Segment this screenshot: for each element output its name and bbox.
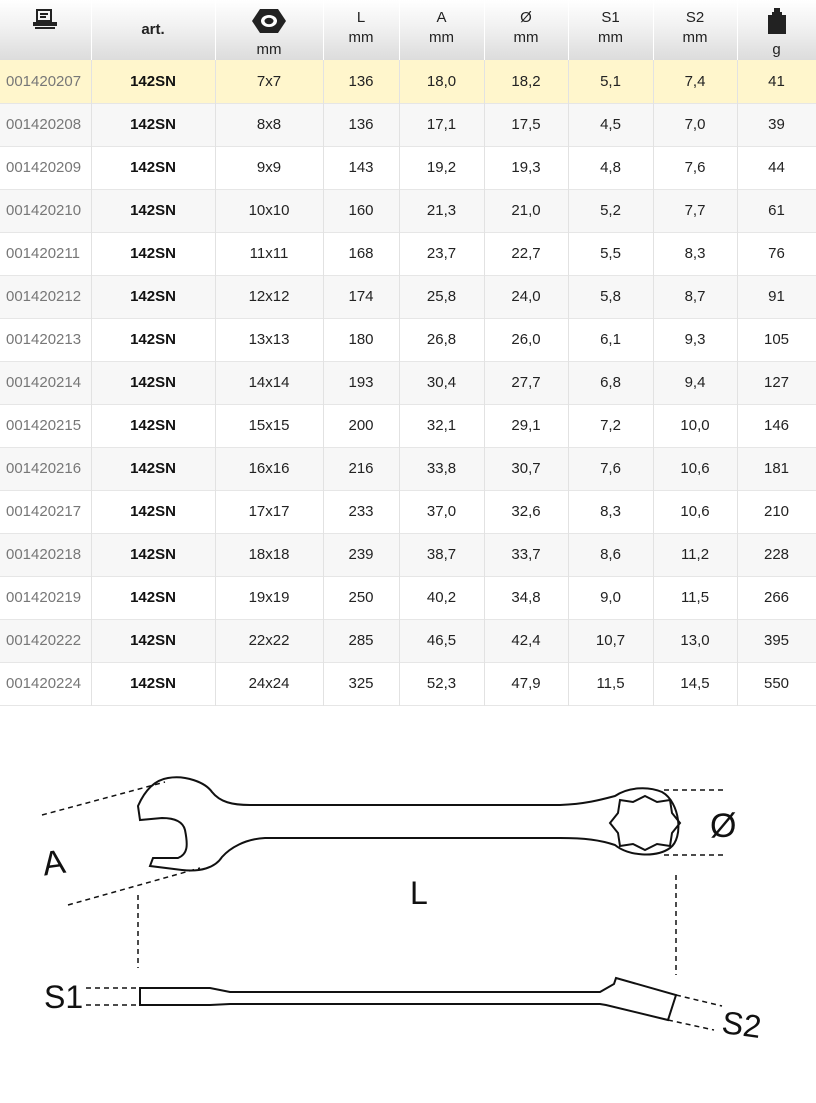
cell-code: 001420207 bbox=[0, 60, 91, 103]
cell-diameter: 27,7 bbox=[484, 361, 568, 404]
cell-art: 142SN bbox=[91, 318, 215, 361]
cell-length: 285 bbox=[323, 619, 399, 662]
cell-weight: 39 bbox=[737, 103, 816, 146]
header-size-unit: mm bbox=[256, 41, 282, 58]
cell-s2: 7,7 bbox=[653, 189, 737, 232]
cell-art: 142SN bbox=[91, 146, 215, 189]
table-row bbox=[0, 361, 816, 404]
wrench-diagram bbox=[0, 740, 816, 1080]
cell-s2: 7,0 bbox=[653, 103, 737, 146]
cell-art: 142SN bbox=[91, 103, 215, 146]
cell-art: 142SN bbox=[91, 189, 215, 232]
cell-s2: 11,5 bbox=[653, 576, 737, 619]
cell-size: 8x8 bbox=[215, 103, 323, 146]
cell-s1: 6,1 bbox=[568, 318, 653, 361]
cell-a: 40,2 bbox=[399, 576, 484, 619]
cell-weight: 91 bbox=[737, 275, 816, 318]
cell-length: 136 bbox=[323, 60, 399, 103]
header-weight-unit: g bbox=[772, 41, 781, 58]
table-row bbox=[0, 318, 816, 361]
cell-a: 38,7 bbox=[399, 533, 484, 576]
cell-length: 250 bbox=[323, 576, 399, 619]
cell-length: 143 bbox=[323, 146, 399, 189]
cell-s2: 8,7 bbox=[653, 275, 737, 318]
cell-size: 16x16 bbox=[215, 447, 323, 490]
cell-s1: 5,2 bbox=[568, 189, 653, 232]
cell-a: 26,8 bbox=[399, 318, 484, 361]
cell-s2: 14,5 bbox=[653, 662, 737, 705]
cell-code: 001420218 bbox=[0, 533, 91, 576]
cell-s1: 7,6 bbox=[568, 447, 653, 490]
header-s1: S1 mm bbox=[568, 0, 653, 60]
wrench-top-view bbox=[138, 777, 678, 870]
cell-s1: 6,8 bbox=[568, 361, 653, 404]
cell-size: 22x22 bbox=[215, 619, 323, 662]
cell-s1: 4,5 bbox=[568, 103, 653, 146]
cell-weight: 127 bbox=[737, 361, 816, 404]
header-weight bbox=[737, 0, 816, 60]
cell-code: 001420224 bbox=[0, 662, 91, 705]
cell-size: 10x10 bbox=[215, 189, 323, 232]
cell-art: 142SN bbox=[91, 361, 215, 404]
cell-a: 25,8 bbox=[399, 275, 484, 318]
cell-code: 001420222 bbox=[0, 619, 91, 662]
cell-s1: 9,0 bbox=[568, 576, 653, 619]
cell-size: 24x24 bbox=[215, 662, 323, 705]
cart-icon bbox=[31, 8, 59, 32]
cell-weight: 105 bbox=[737, 318, 816, 361]
cell-weight: 395 bbox=[737, 619, 816, 662]
cell-diameter: 34,8 bbox=[484, 576, 568, 619]
label-diameter: Ø bbox=[710, 807, 737, 845]
table-row bbox=[0, 576, 816, 619]
cell-code: 001420217 bbox=[0, 490, 91, 533]
table-row bbox=[0, 60, 816, 103]
cell-weight: 181 bbox=[737, 447, 816, 490]
cell-s1: 11,5 bbox=[568, 662, 653, 705]
cell-a: 19,2 bbox=[399, 146, 484, 189]
cell-art: 142SN bbox=[91, 619, 215, 662]
cell-s2: 10,6 bbox=[653, 447, 737, 490]
cell-art: 142SN bbox=[91, 576, 215, 619]
cell-weight: 266 bbox=[737, 576, 816, 619]
s2-ext-top bbox=[676, 995, 722, 1006]
cell-s1: 10,7 bbox=[568, 619, 653, 662]
cell-art: 142SN bbox=[91, 490, 215, 533]
cell-weight: 146 bbox=[737, 404, 816, 447]
cell-length: 174 bbox=[323, 275, 399, 318]
cell-size: 19x19 bbox=[215, 576, 323, 619]
cell-code: 001420210 bbox=[0, 189, 91, 232]
cell-weight: 210 bbox=[737, 490, 816, 533]
cell-length: 233 bbox=[323, 490, 399, 533]
cell-size: 9x9 bbox=[215, 146, 323, 189]
cell-diameter: 33,7 bbox=[484, 533, 568, 576]
header-art: art. bbox=[91, 0, 215, 60]
cell-length: 239 bbox=[323, 533, 399, 576]
wrench-side-view bbox=[140, 978, 676, 1020]
cell-a: 32,1 bbox=[399, 404, 484, 447]
cell-art: 142SN bbox=[91, 533, 215, 576]
cell-weight: 550 bbox=[737, 662, 816, 705]
table-row bbox=[0, 232, 816, 275]
cell-size: 12x12 bbox=[215, 275, 323, 318]
cell-a: 37,0 bbox=[399, 490, 484, 533]
hex-nut-icon bbox=[251, 8, 287, 34]
cell-s2: 10,0 bbox=[653, 404, 737, 447]
cell-s2: 9,3 bbox=[653, 318, 737, 361]
label-s2: S2 bbox=[719, 1003, 764, 1046]
a-dim-line-top bbox=[42, 782, 165, 815]
cell-art: 142SN bbox=[91, 404, 215, 447]
cell-art: 142SN bbox=[91, 60, 215, 103]
s2-ext-bottom bbox=[668, 1020, 714, 1030]
header-a: A mm bbox=[399, 0, 484, 60]
label-a: A bbox=[39, 842, 68, 884]
table-row bbox=[0, 146, 816, 189]
cell-art: 142SN bbox=[91, 447, 215, 490]
cell-code: 001420209 bbox=[0, 146, 91, 189]
cell-code: 001420216 bbox=[0, 447, 91, 490]
wrench-ring bbox=[610, 796, 680, 850]
cell-a: 46,5 bbox=[399, 619, 484, 662]
cell-a: 17,1 bbox=[399, 103, 484, 146]
cell-art: 142SN bbox=[91, 662, 215, 705]
table-row bbox=[0, 447, 816, 490]
cell-s1: 5,1 bbox=[568, 60, 653, 103]
header-size bbox=[215, 0, 323, 60]
cell-s2: 7,6 bbox=[653, 146, 737, 189]
cell-diameter: 47,9 bbox=[484, 662, 568, 705]
label-s1: S1 bbox=[44, 979, 84, 1015]
cell-art: 142SN bbox=[91, 232, 215, 275]
cell-size: 13x13 bbox=[215, 318, 323, 361]
cell-weight: 61 bbox=[737, 189, 816, 232]
cell-diameter: 24,0 bbox=[484, 275, 568, 318]
cell-diameter: 19,3 bbox=[484, 146, 568, 189]
cell-s2: 13,0 bbox=[653, 619, 737, 662]
cell-code: 001420208 bbox=[0, 103, 91, 146]
table-row bbox=[0, 490, 816, 533]
cell-s1: 7,2 bbox=[568, 404, 653, 447]
cell-weight: 76 bbox=[737, 232, 816, 275]
cell-s1: 5,5 bbox=[568, 232, 653, 275]
table-row bbox=[0, 533, 816, 576]
cell-diameter: 21,0 bbox=[484, 189, 568, 232]
cell-s2: 11,2 bbox=[653, 533, 737, 576]
cell-s2: 7,4 bbox=[653, 60, 737, 103]
cell-size: 11x11 bbox=[215, 232, 323, 275]
cell-code: 001420215 bbox=[0, 404, 91, 447]
cell-s1: 4,8 bbox=[568, 146, 653, 189]
cell-diameter: 22,7 bbox=[484, 232, 568, 275]
cell-code: 001420214 bbox=[0, 361, 91, 404]
cell-size: 7x7 bbox=[215, 60, 323, 103]
cell-length: 136 bbox=[323, 103, 399, 146]
cell-length: 325 bbox=[323, 662, 399, 705]
table-row bbox=[0, 619, 816, 662]
cell-diameter: 18,2 bbox=[484, 60, 568, 103]
cell-size: 17x17 bbox=[215, 490, 323, 533]
table-body bbox=[0, 60, 816, 705]
cell-a: 18,0 bbox=[399, 60, 484, 103]
cell-code: 001420211 bbox=[0, 232, 91, 275]
table-row bbox=[0, 404, 816, 447]
label-l: L bbox=[410, 875, 428, 911]
cell-s1: 8,3 bbox=[568, 490, 653, 533]
cell-size: 18x18 bbox=[215, 533, 323, 576]
cell-code: 001420219 bbox=[0, 576, 91, 619]
a-dim-line-bottom bbox=[68, 868, 200, 905]
cell-weight: 44 bbox=[737, 146, 816, 189]
table-row bbox=[0, 275, 816, 318]
cell-diameter: 32,6 bbox=[484, 490, 568, 533]
table-row bbox=[0, 189, 816, 232]
cell-weight: 228 bbox=[737, 533, 816, 576]
cell-code: 001420213 bbox=[0, 318, 91, 361]
cell-diameter: 29,1 bbox=[484, 404, 568, 447]
cell-a: 30,4 bbox=[399, 361, 484, 404]
cell-s2: 8,3 bbox=[653, 232, 737, 275]
cell-weight: 41 bbox=[737, 60, 816, 103]
cell-diameter: 42,4 bbox=[484, 619, 568, 662]
cell-length: 216 bbox=[323, 447, 399, 490]
cell-code: 001420212 bbox=[0, 275, 91, 318]
cell-diameter: 26,0 bbox=[484, 318, 568, 361]
cell-a: 23,7 bbox=[399, 232, 484, 275]
cell-a: 33,8 bbox=[399, 447, 484, 490]
cell-a: 52,3 bbox=[399, 662, 484, 705]
cell-a: 21,3 bbox=[399, 189, 484, 232]
cell-length: 180 bbox=[323, 318, 399, 361]
header-code bbox=[0, 0, 91, 60]
weight-icon bbox=[766, 8, 788, 34]
table-row bbox=[0, 103, 816, 146]
header-s2: S2 mm bbox=[653, 0, 737, 60]
table-row bbox=[0, 662, 816, 705]
cell-s2: 10,6 bbox=[653, 490, 737, 533]
header-diameter: Ø mm bbox=[484, 0, 568, 60]
cell-length: 168 bbox=[323, 232, 399, 275]
cell-length: 160 bbox=[323, 189, 399, 232]
cell-diameter: 30,7 bbox=[484, 447, 568, 490]
cell-length: 200 bbox=[323, 404, 399, 447]
cell-s1: 8,6 bbox=[568, 533, 653, 576]
cell-diameter: 17,5 bbox=[484, 103, 568, 146]
cell-size: 15x15 bbox=[215, 404, 323, 447]
cell-s2: 9,4 bbox=[653, 361, 737, 404]
cell-s1: 5,8 bbox=[568, 275, 653, 318]
cell-size: 14x14 bbox=[215, 361, 323, 404]
cell-length: 193 bbox=[323, 361, 399, 404]
header-row bbox=[0, 0, 816, 60]
header-length: L mm bbox=[323, 0, 399, 60]
cell-art: 142SN bbox=[91, 275, 215, 318]
